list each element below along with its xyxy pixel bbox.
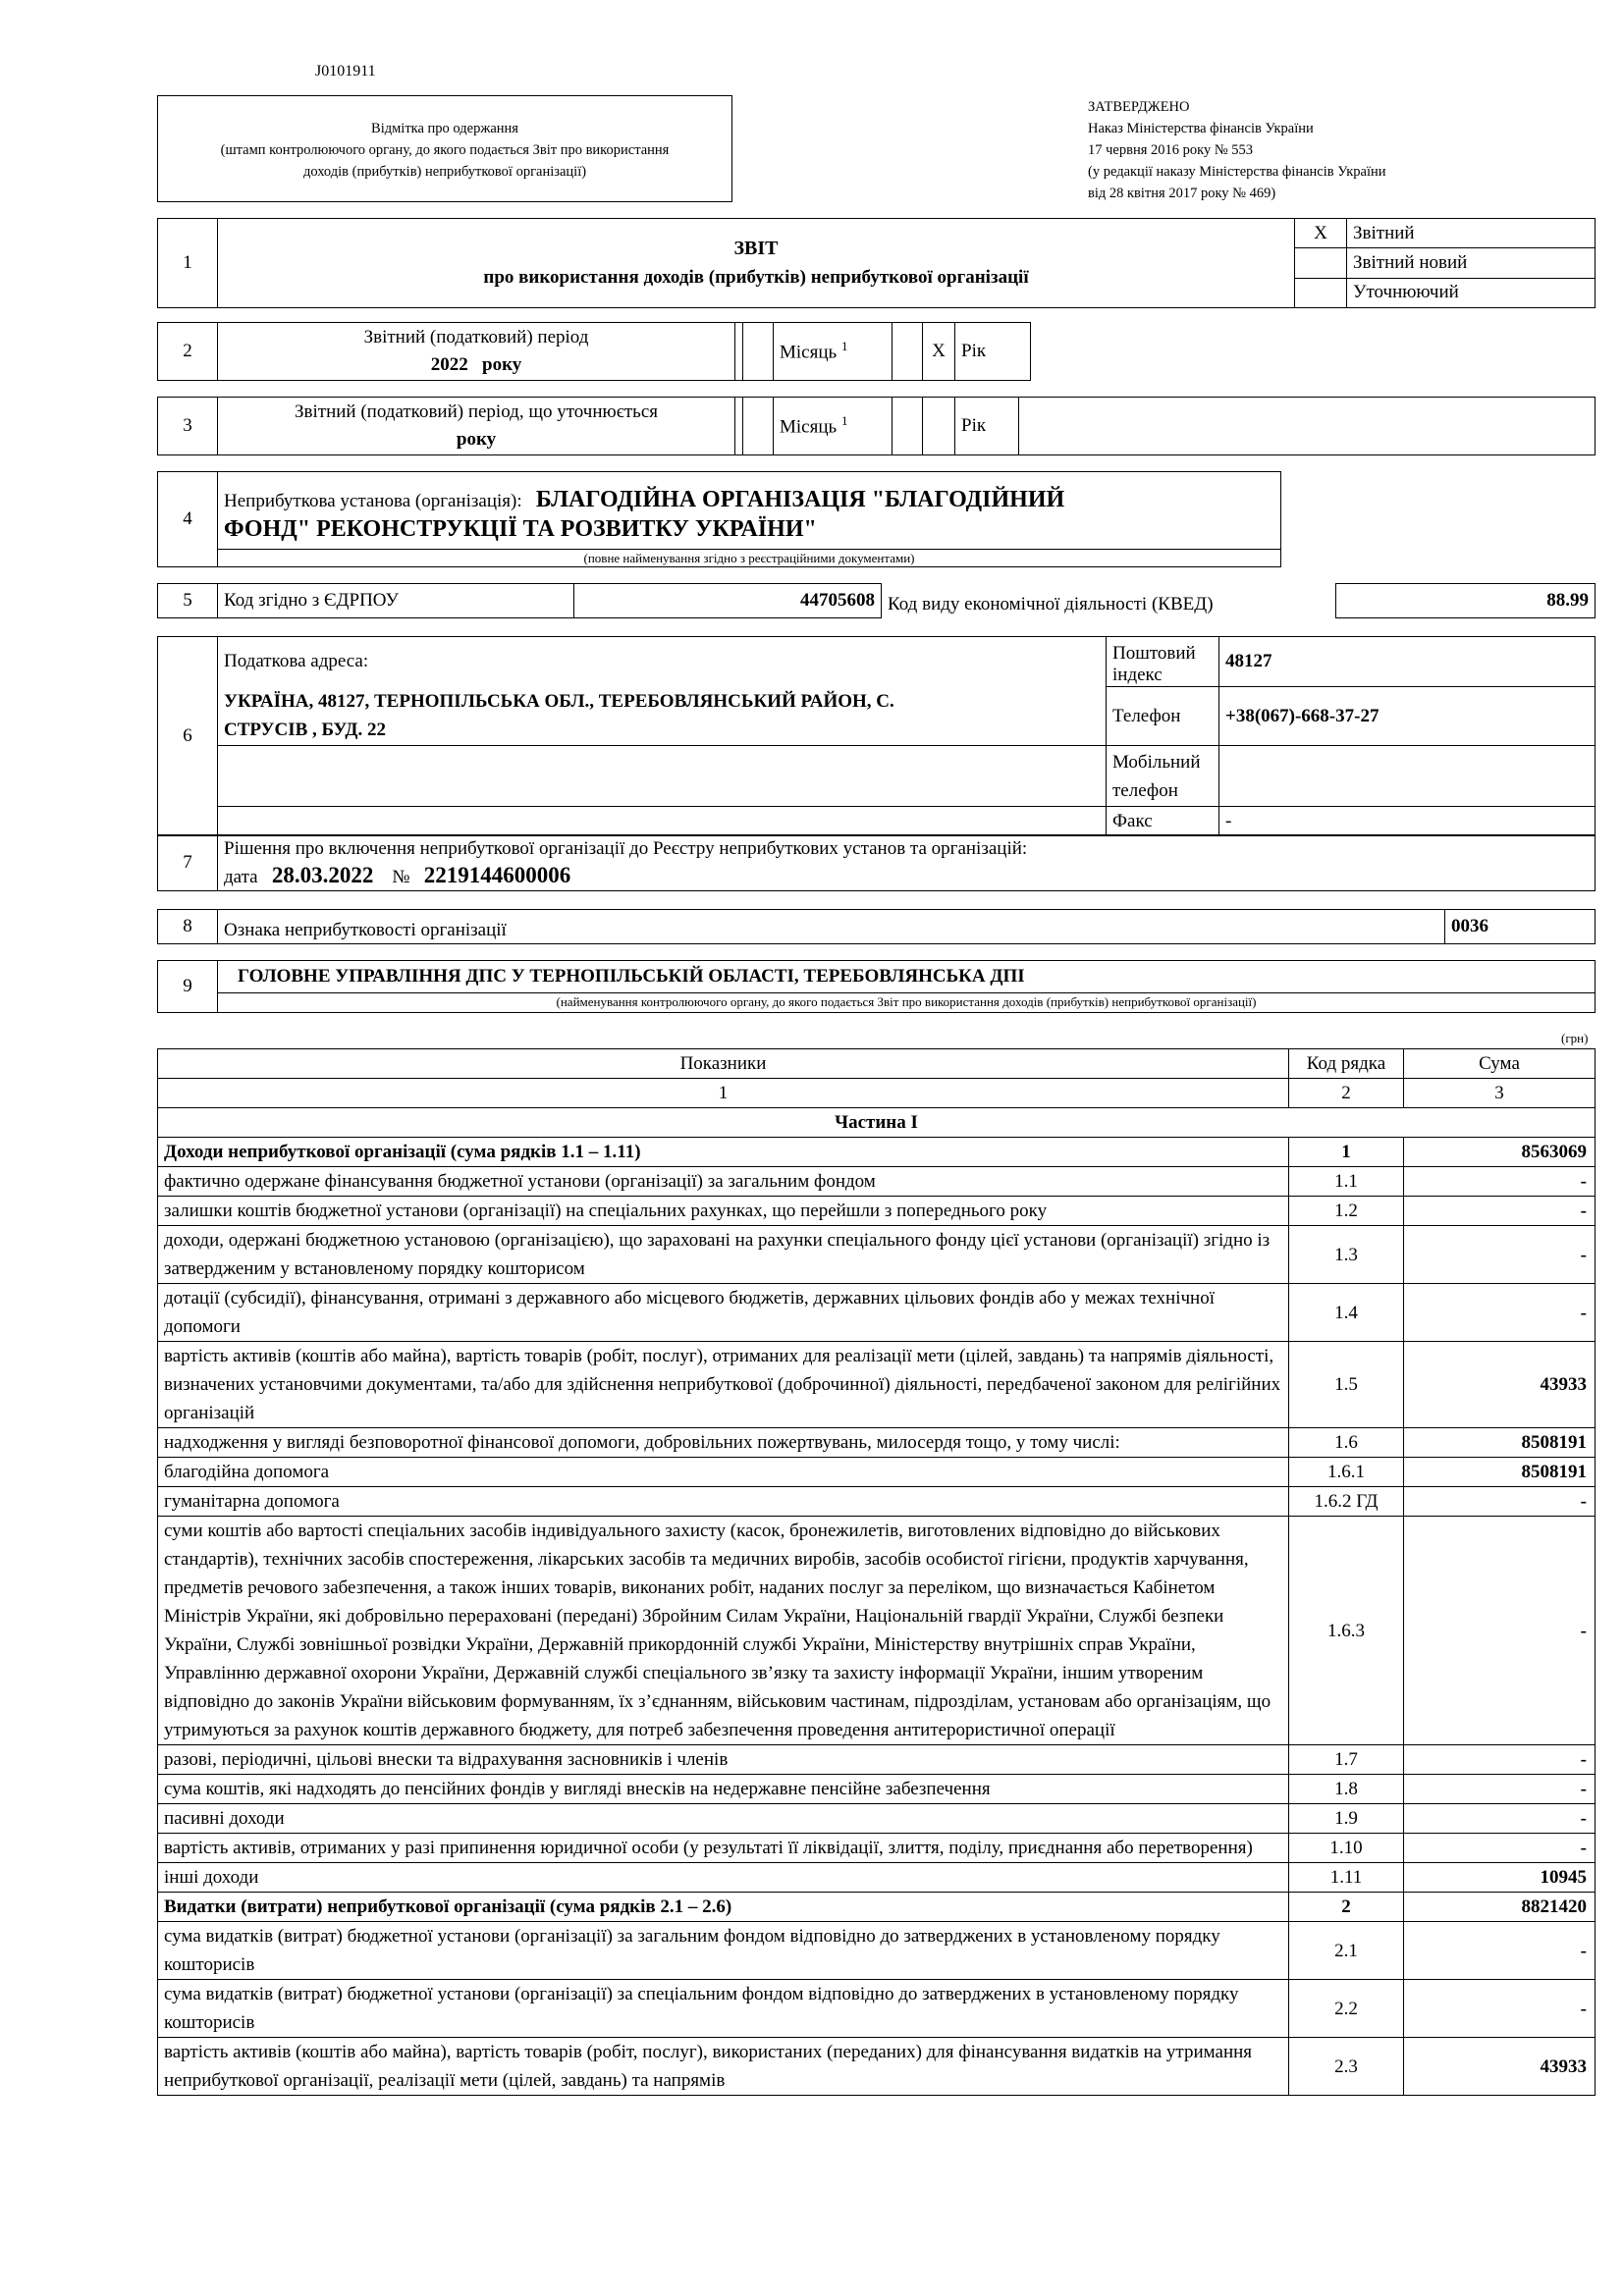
amount-value[interactable]: -	[1404, 1775, 1596, 1804]
mobile-label: Мобільний	[1112, 751, 1201, 773]
table-row	[158, 1197, 1596, 1226]
row-6-address	[157, 636, 1596, 836]
amount-value[interactable]: -	[1404, 1167, 1596, 1197]
indicator-label: фактично одержане фінансування бюджетної установи (організації) за загальним фондом	[158, 1167, 1289, 1197]
table-row	[158, 1863, 1596, 1893]
table-row	[158, 2038, 1596, 2096]
indicator-label: разові, періодичні, цільові внески та відрахування засновників і членів	[158, 1745, 1289, 1775]
row-number: 7	[158, 835, 218, 891]
report-type-label: Уточнюючий	[1347, 278, 1596, 307]
amount-value[interactable]: -	[1404, 1834, 1596, 1863]
amount-value[interactable]: -	[1404, 1487, 1596, 1517]
org-name-line[interactable]: БЛАГОДІЙНА ОРГАНІЗАЦІЯ "БЛАГОДІЙНИЙ	[535, 487, 1065, 512]
row-code: 1.6	[1289, 1428, 1404, 1458]
currency-unit: (грн)	[1561, 1031, 1589, 1045]
tax-authority-name[interactable]: ГОЛОВНЕ УПРАВЛІННЯ ДПС У ТЕРНОПІЛЬСЬКІЙ ОБЛАСТІ, ТЕРЕБОВЛЯНСЬКА ДПІ	[218, 961, 1596, 993]
column-header: Показники	[158, 1049, 1289, 1079]
indicator-label: сума коштів, які надходять до пенсійних фондів у вигляді внесків на недержавне пенсійне забезпечення	[158, 1775, 1289, 1804]
amount-value[interactable]: -	[1404, 1745, 1596, 1775]
date-label: дата	[224, 867, 258, 887]
tax-authority-note: (найменування контролюючого органу, до якого подається Звіт про використання доходів (прибутків) неприбуткової організації)	[218, 992, 1596, 1012]
amount-value[interactable]: 8563069	[1404, 1138, 1596, 1167]
nonprofit-code-value[interactable]: 0036	[1445, 910, 1596, 944]
table-row	[158, 1980, 1596, 2038]
indicator-label: суми коштів або вартості спеціальних засобів індивідуального захисту (касок, бронежилетів, виготовлених відповідно до військових стандартів), технічних засобів спостереження, лікарських засобів та медичних виробів, засобів особистої гігієни, продуктів харчування, предметів речового забезпечення, а також інших товарів, виконаних робіт, наданих послуг за переліком, що визначається Кабінетом Міністрів України, які добровільно перераховані (передані) Збройним Силам України, Національній гвардії України, Службі безпеки України, Службі зовнішньої розвідки України, Державній прикордонній службі України, Міністерству внутрішніх справ України, Управлінню державної охорони України, Державній службі спеціального зв’язку та захисту інформації України, іншим утвореним відповідно до законів України військовим формуванням, їх з’єднанням, військовим частинам, підрозділам, установам або організаціям, що утримуються за рахунок коштів державного бюджету, для потреб забезпечення проведення антитерористичної операції	[158, 1517, 1289, 1745]
row-number: 6	[158, 637, 218, 836]
amount-value[interactable]: -	[1404, 1980, 1596, 2038]
table-row	[158, 1342, 1596, 1428]
month-cell[interactable]	[743, 323, 774, 381]
table-row	[158, 1775, 1596, 1804]
edrpou-value[interactable]: 44705608	[574, 584, 882, 618]
month-label: Місяць $^1$	[774, 323, 893, 381]
indicator-label: надходження у вигляді безповоротної фінансової допомоги, добровільних пожертвувань, милосердя тощо, у тому числі:	[158, 1428, 1289, 1458]
fax-value[interactable]: -	[1219, 807, 1596, 836]
table-row	[158, 1893, 1596, 1922]
row-3-corrected-period	[157, 397, 1596, 455]
filler-cell	[1019, 398, 1596, 455]
org-name-note: (повне найменування згідно з реєстраційними документами)	[218, 550, 1281, 567]
indicator-label: залишки коштів бюджетної установи (організації) на спеціальних рахунках, що перейшли з попереднього року	[158, 1197, 1289, 1226]
year-label: Рік	[955, 398, 1019, 455]
filler-cell	[735, 323, 743, 381]
row-5-codes	[157, 583, 1596, 618]
approval-line: ЗАТВЕРДЖЕНО	[1088, 99, 1190, 115]
row-code: 2.3	[1289, 2038, 1404, 2096]
indicator-label: вартість активів (коштів або майна), вартість товарів (робіт, послуг), отриманих для реалізації мети (цілей, завдань) та напрямів діяльності, визначених установчими документами, та/або для здійснення неприбуткової (доброчинної) діяльності, передбаченої законом для релігійних організацій	[158, 1342, 1289, 1428]
month-value[interactable]	[893, 398, 923, 455]
month-value[interactable]	[893, 323, 923, 381]
period-year[interactable]: 2022	[430, 354, 468, 375]
indicator-label: гуманітарна допомога	[158, 1487, 1289, 1517]
table-row	[158, 1428, 1596, 1458]
row-number: 2	[158, 323, 218, 381]
receipt-stamp-box	[157, 95, 732, 202]
row-code: 1.4	[1289, 1284, 1404, 1342]
table-row	[158, 1922, 1596, 1980]
row-number: 4	[158, 472, 218, 567]
phone-value[interactable]: +38(067)-668-37-27	[1219, 687, 1596, 746]
row-number: 9	[158, 961, 218, 1013]
row-number: 5	[158, 584, 218, 618]
indicators-table	[157, 1048, 1596, 2096]
table-row	[158, 1804, 1596, 1834]
table-row	[158, 1745, 1596, 1775]
mobile-label: телефон	[1112, 779, 1178, 801]
row-code: 1.5	[1289, 1342, 1404, 1428]
postal-value[interactable]: 48127	[1219, 637, 1596, 687]
amount-value[interactable]: -	[1404, 1197, 1596, 1226]
month-label: Місяць $^1$	[774, 398, 893, 455]
table-row	[158, 1167, 1596, 1197]
report-type-label: Звітний новий	[1347, 248, 1596, 278]
postal-label: Поштовий індекс	[1107, 637, 1219, 687]
decision-number[interactable]: 2219144600006	[423, 863, 571, 887]
filler-cell	[735, 398, 743, 455]
kved-value[interactable]: 88.99	[1336, 584, 1596, 618]
year-suffix: року	[456, 429, 497, 450]
table-row	[158, 1458, 1596, 1487]
year-mark[interactable]: X	[923, 323, 955, 381]
row-code: 1.9	[1289, 1804, 1404, 1834]
amount-value[interactable]: 8508191	[1404, 1458, 1596, 1487]
column-header: Сума	[1404, 1049, 1596, 1079]
row-4-organization	[157, 471, 1281, 567]
approval-line: (у редакції наказу Міністерства фінансів України	[1088, 164, 1386, 180]
decision-date[interactable]: 28.03.2022	[271, 863, 374, 887]
address-line[interactable]: СТРУСІВ , БУД. 22	[224, 719, 386, 740]
approval-line: від 28 квітня 2017 року № 469)	[1088, 186, 1276, 201]
row-number: 3	[158, 398, 218, 455]
amount-value[interactable]: 43933	[1404, 1342, 1596, 1428]
report-type-mark[interactable]	[1295, 278, 1347, 307]
address-line[interactable]: УКРАЇНА, 48127, ТЕРНОПІЛЬСЬКА ОБЛ., ТЕРЕБОВЛЯНСЬКИЙ РАЙОН, С.	[224, 690, 894, 712]
table-row	[158, 1284, 1596, 1342]
row-code: 1.3	[1289, 1226, 1404, 1284]
row-9-tax-authority	[157, 960, 1596, 1013]
nonprofit-code-label: Ознака неприбутковості організації	[218, 910, 1445, 944]
indicator-label: благодійна допомога	[158, 1458, 1289, 1487]
amount-value[interactable]: -	[1404, 1284, 1596, 1342]
amount-value[interactable]: 8508191	[1404, 1428, 1596, 1458]
row-code: 1.11	[1289, 1863, 1404, 1893]
part-title: Частина I	[158, 1108, 1596, 1138]
year-mark[interactable]	[923, 398, 955, 455]
report-type-label: Звітний	[1347, 219, 1596, 248]
address-extra-line[interactable]	[218, 746, 1107, 807]
mobile-value[interactable]	[1219, 746, 1596, 807]
amount-value[interactable]: 8821420	[1404, 1893, 1596, 1922]
column-number: 3	[1404, 1079, 1596, 1108]
indicator-label: Доходи неприбуткової організації (сума рядків 1.1 – 1.11)	[158, 1138, 1289, 1167]
row-code: 1	[1289, 1138, 1404, 1167]
row-code: 1.1	[1289, 1167, 1404, 1197]
row-code: 1.6.2 ГД	[1289, 1487, 1404, 1517]
amount-value[interactable]: -	[1404, 1804, 1596, 1834]
org-name-line[interactable]: ФОНД" РЕКОНСТРУКЦІЇ ТА РОЗВИТКУ УКРАЇНИ"	[224, 516, 817, 542]
corrected-period-label: Звітний (податковий) період, що уточнюється	[295, 401, 658, 422]
number-label: №	[392, 867, 410, 887]
table-row	[158, 1517, 1596, 1745]
stamp-line: Відмітка про одержання	[371, 121, 518, 136]
table-row	[158, 1138, 1596, 1167]
report-subtitle: про використання доходів (прибутків) неприбуткової організації	[483, 267, 1029, 288]
amount-value[interactable]: 43933	[1404, 2038, 1596, 2096]
table-row	[158, 1487, 1596, 1517]
amount-value[interactable]: -	[1404, 1517, 1596, 1745]
row-7-registry-decision	[157, 834, 1596, 891]
row-number: 8	[158, 910, 218, 944]
row-code: 1.8	[1289, 1775, 1404, 1804]
report-type-mark[interactable]: X	[1295, 219, 1347, 248]
month-cell[interactable]	[743, 398, 774, 455]
approval-note	[1088, 96, 1386, 204]
indicator-label: доходи, одержані бюджетною установою (організацією), що зараховані на рахунки спеціального фонду цієї установи (організації) згідно із затвердженим у встановленому порядку кошторисом	[158, 1226, 1289, 1284]
indicator-label: сума видатків (витрат) бюджетної установи (організації) за загальним фондом відповідно до затверджених в установленому порядку кошторисів	[158, 1922, 1289, 1980]
approval-line: Наказ Міністерства фінансів України	[1088, 121, 1314, 136]
stamp-line: доходів (прибутків) неприбуткової організації)	[302, 164, 587, 180]
row-2-reporting-period	[157, 322, 1031, 381]
column-number: 1	[158, 1079, 1289, 1108]
stamp-line: (штамп контролюючого органу, до якого подається Звіт про використання	[220, 142, 670, 158]
edrpou-label: Код згідно з ЄДРПОУ	[218, 584, 574, 618]
row-code: 2.1	[1289, 1922, 1404, 1980]
row-code: 2	[1289, 1893, 1404, 1922]
indicator-label: вартість активів, отриманих у разі припинення юридичної особи (у результаті її ліквідації, злиття, поділу, приєднання або перетворення)	[158, 1834, 1289, 1863]
row-8-nonprofit-code	[157, 909, 1596, 944]
row-code: 1.6.3	[1289, 1517, 1404, 1745]
row-code: 1.10	[1289, 1834, 1404, 1863]
column-number: 2	[1289, 1079, 1404, 1108]
row-code: 2.2	[1289, 1980, 1404, 2038]
row-number: 1	[158, 219, 218, 308]
period-label: Звітний (податковий) період	[363, 327, 589, 347]
approval-line: 17 червня 2016 року № 553	[1088, 142, 1254, 158]
table-row	[158, 1834, 1596, 1863]
row-code: 1.7	[1289, 1745, 1404, 1775]
indicator-label: вартість активів (коштів або майна), вартість товарів (робіт, послуг), використаних (переданих) для фінансування видатків на утримання неприбуткової організації, реалізації мети (цілей, завдань) та напрямів	[158, 2038, 1289, 2096]
indicator-label: Видатки (витрати) неприбуткової організації (сума рядків 2.1 – 2.6)	[158, 1893, 1289, 1922]
address-extra-line[interactable]	[218, 807, 1107, 836]
indicator-label: сума видатків (витрат) бюджетної установи (організації) за спеціальним фондом відповідно до затверджених в установленому порядку кошторисів	[158, 1980, 1289, 2038]
amount-value[interactable]: -	[1404, 1226, 1596, 1284]
row-code: 1.6.1	[1289, 1458, 1404, 1487]
kved-label: Код виду економічної діяльності (КВЕД)	[882, 584, 1336, 618]
row-1-report-title	[157, 218, 1596, 308]
indicator-label: інші доходи	[158, 1863, 1289, 1893]
row-code: 1.2	[1289, 1197, 1404, 1226]
year-label: Рік	[955, 323, 1031, 381]
table-row	[158, 1226, 1596, 1284]
amount-value[interactable]: -	[1404, 1922, 1596, 1980]
indicator-label: дотації (субсидії), фінансування, отримані з державного або місцевого бюджетів, державних цільових фондів або у межах технічної допомоги	[158, 1284, 1289, 1342]
address-label: Податкова адреса:	[218, 637, 1107, 687]
form-code: J0101911	[315, 63, 376, 80]
indicator-label: пасивні доходи	[158, 1804, 1289, 1834]
year-suffix: року	[482, 354, 522, 375]
fax-label: Факс	[1107, 807, 1219, 836]
org-label: Неприбуткова установа (організація):	[224, 491, 522, 511]
phone-label: Телефон	[1107, 687, 1219, 746]
report-type-mark[interactable]	[1295, 248, 1347, 278]
registry-label: Рішення про включення неприбуткової організації до Реєстру неприбуткових установ та організацій:	[224, 838, 1028, 859]
column-header: Код рядка	[1289, 1049, 1404, 1079]
amount-value[interactable]: 10945	[1404, 1863, 1596, 1893]
report-title: ЗВІТ	[733, 238, 779, 259]
